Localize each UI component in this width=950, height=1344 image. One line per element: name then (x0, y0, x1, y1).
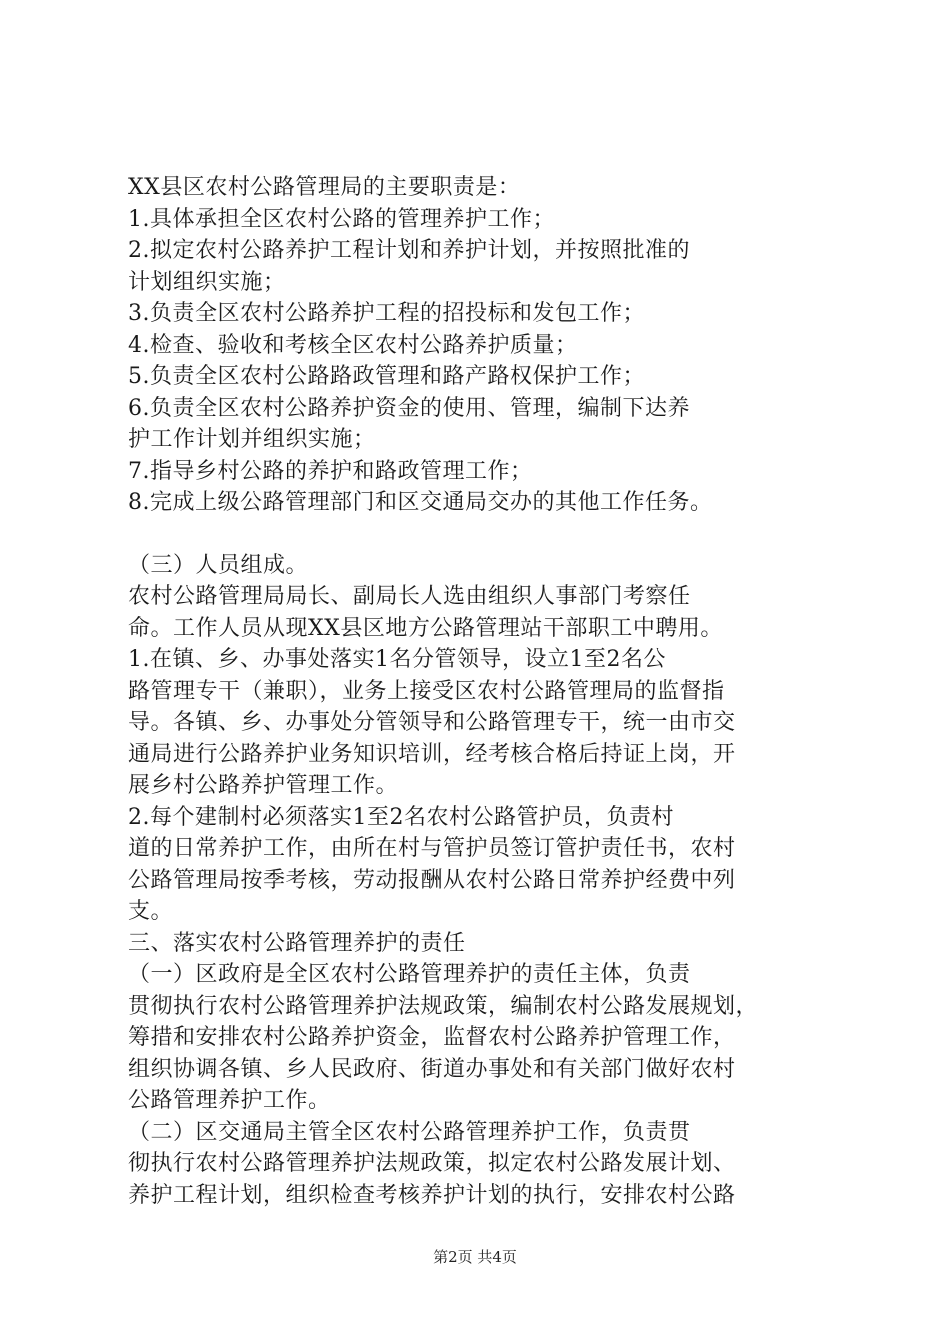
text-line: 2.拟定农村公路养护工程计划和养护计划，并按照批准的 (128, 238, 690, 263)
text-line: 1.在镇、乡、办事处落实1名分管领导，设立1至2名公 (128, 647, 666, 672)
text-line: 8.完成上级公路管理部门和区交通局交办的其他工作任务。 (128, 490, 713, 515)
text-line: 彻执行农村公路管理养护法规政策，拟定农村公路发展计划、 (128, 1151, 736, 1176)
text-line: 5.负责全区农村公路路政管理和路产路权保护工作； (128, 364, 645, 389)
text-line: 4.检查、验收和考核全区农村公路养护质量； (128, 332, 578, 358)
text-line: 公路管理局按季考核，劳动报酬从农村公路日常养护经费中列 (128, 867, 736, 893)
section-heading: （三）人员组成。 (128, 552, 309, 578)
document-body (128, 172, 838, 1211)
text-line: 通局进行公路养护业务知识培训，经考核合格后持证上岗，开 (128, 741, 736, 767)
text-line: （一）区政府是全区农村公路管理养护的责任主体，负责 (128, 962, 691, 987)
text-line: 导。各镇、乡、办事处分管领导和公路管理专干，统一由市交 (128, 710, 736, 735)
text-line: 1.具体承担全区农村公路的管理养护工作； (128, 206, 555, 232)
text-line: XX县区农村公路管理局的主要职责是： (128, 175, 521, 200)
text-line: 农村公路管理局局长、副局长人选由组织人事部门考察任 (128, 584, 691, 609)
text-line: 2.每个建制村必须落实1至2名农村公路管护员，负责村 (128, 804, 674, 830)
text-line: 路管理专干（兼职），业务上接受区农村公路管理局的监督指 (128, 678, 725, 704)
section-heading: 三、落实农村公路管理养护的责任 (128, 930, 466, 956)
text-line: 筹措和安排农村公路养护资金，监督农村公路养护管理工作， (128, 1025, 736, 1050)
text-line: 公路管理养护工作。 (128, 1088, 331, 1113)
text-line: 护工作计划并组织实施； (128, 427, 376, 452)
text-line: 道的日常养护工作，由所在村与管护员签订管护责任书，农村 (128, 836, 736, 861)
text-line: （二）区交通局主管全区农村公路管理养护工作，负责贯 (128, 1119, 691, 1145)
text-line: 支。 (128, 899, 174, 924)
text-line: 6.负责全区农村公路养护资金的使用、管理，编制下达养 (128, 395, 690, 421)
text-line: 命。工作人员从现XX县区地方公路管理站干部职工中聘用。 (128, 615, 723, 641)
blank-line (128, 519, 838, 550)
text-line: 组织协调各镇、乡人民政府、街道办事处和有关部门做好农村 (128, 1056, 736, 1082)
text-line: 计划组织实施； (128, 269, 286, 295)
text-line: 3.负责全区农村公路养护工程的招投标和发包工作； (128, 301, 645, 326)
text-line: 贯彻执行农村公路管理养护法规政策，编制农村公路发展规划， (128, 993, 759, 1019)
text-line: 养护工程计划，组织检查考核养护计划的执行，安排农村公路 (128, 1182, 736, 1208)
text-line: 展乡村公路养护管理工作。 (128, 773, 399, 798)
page-footer: 第2页 共4页 (433, 1248, 517, 1266)
text-line: 7.指导乡村公路的养护和路政管理工作； (128, 458, 533, 484)
